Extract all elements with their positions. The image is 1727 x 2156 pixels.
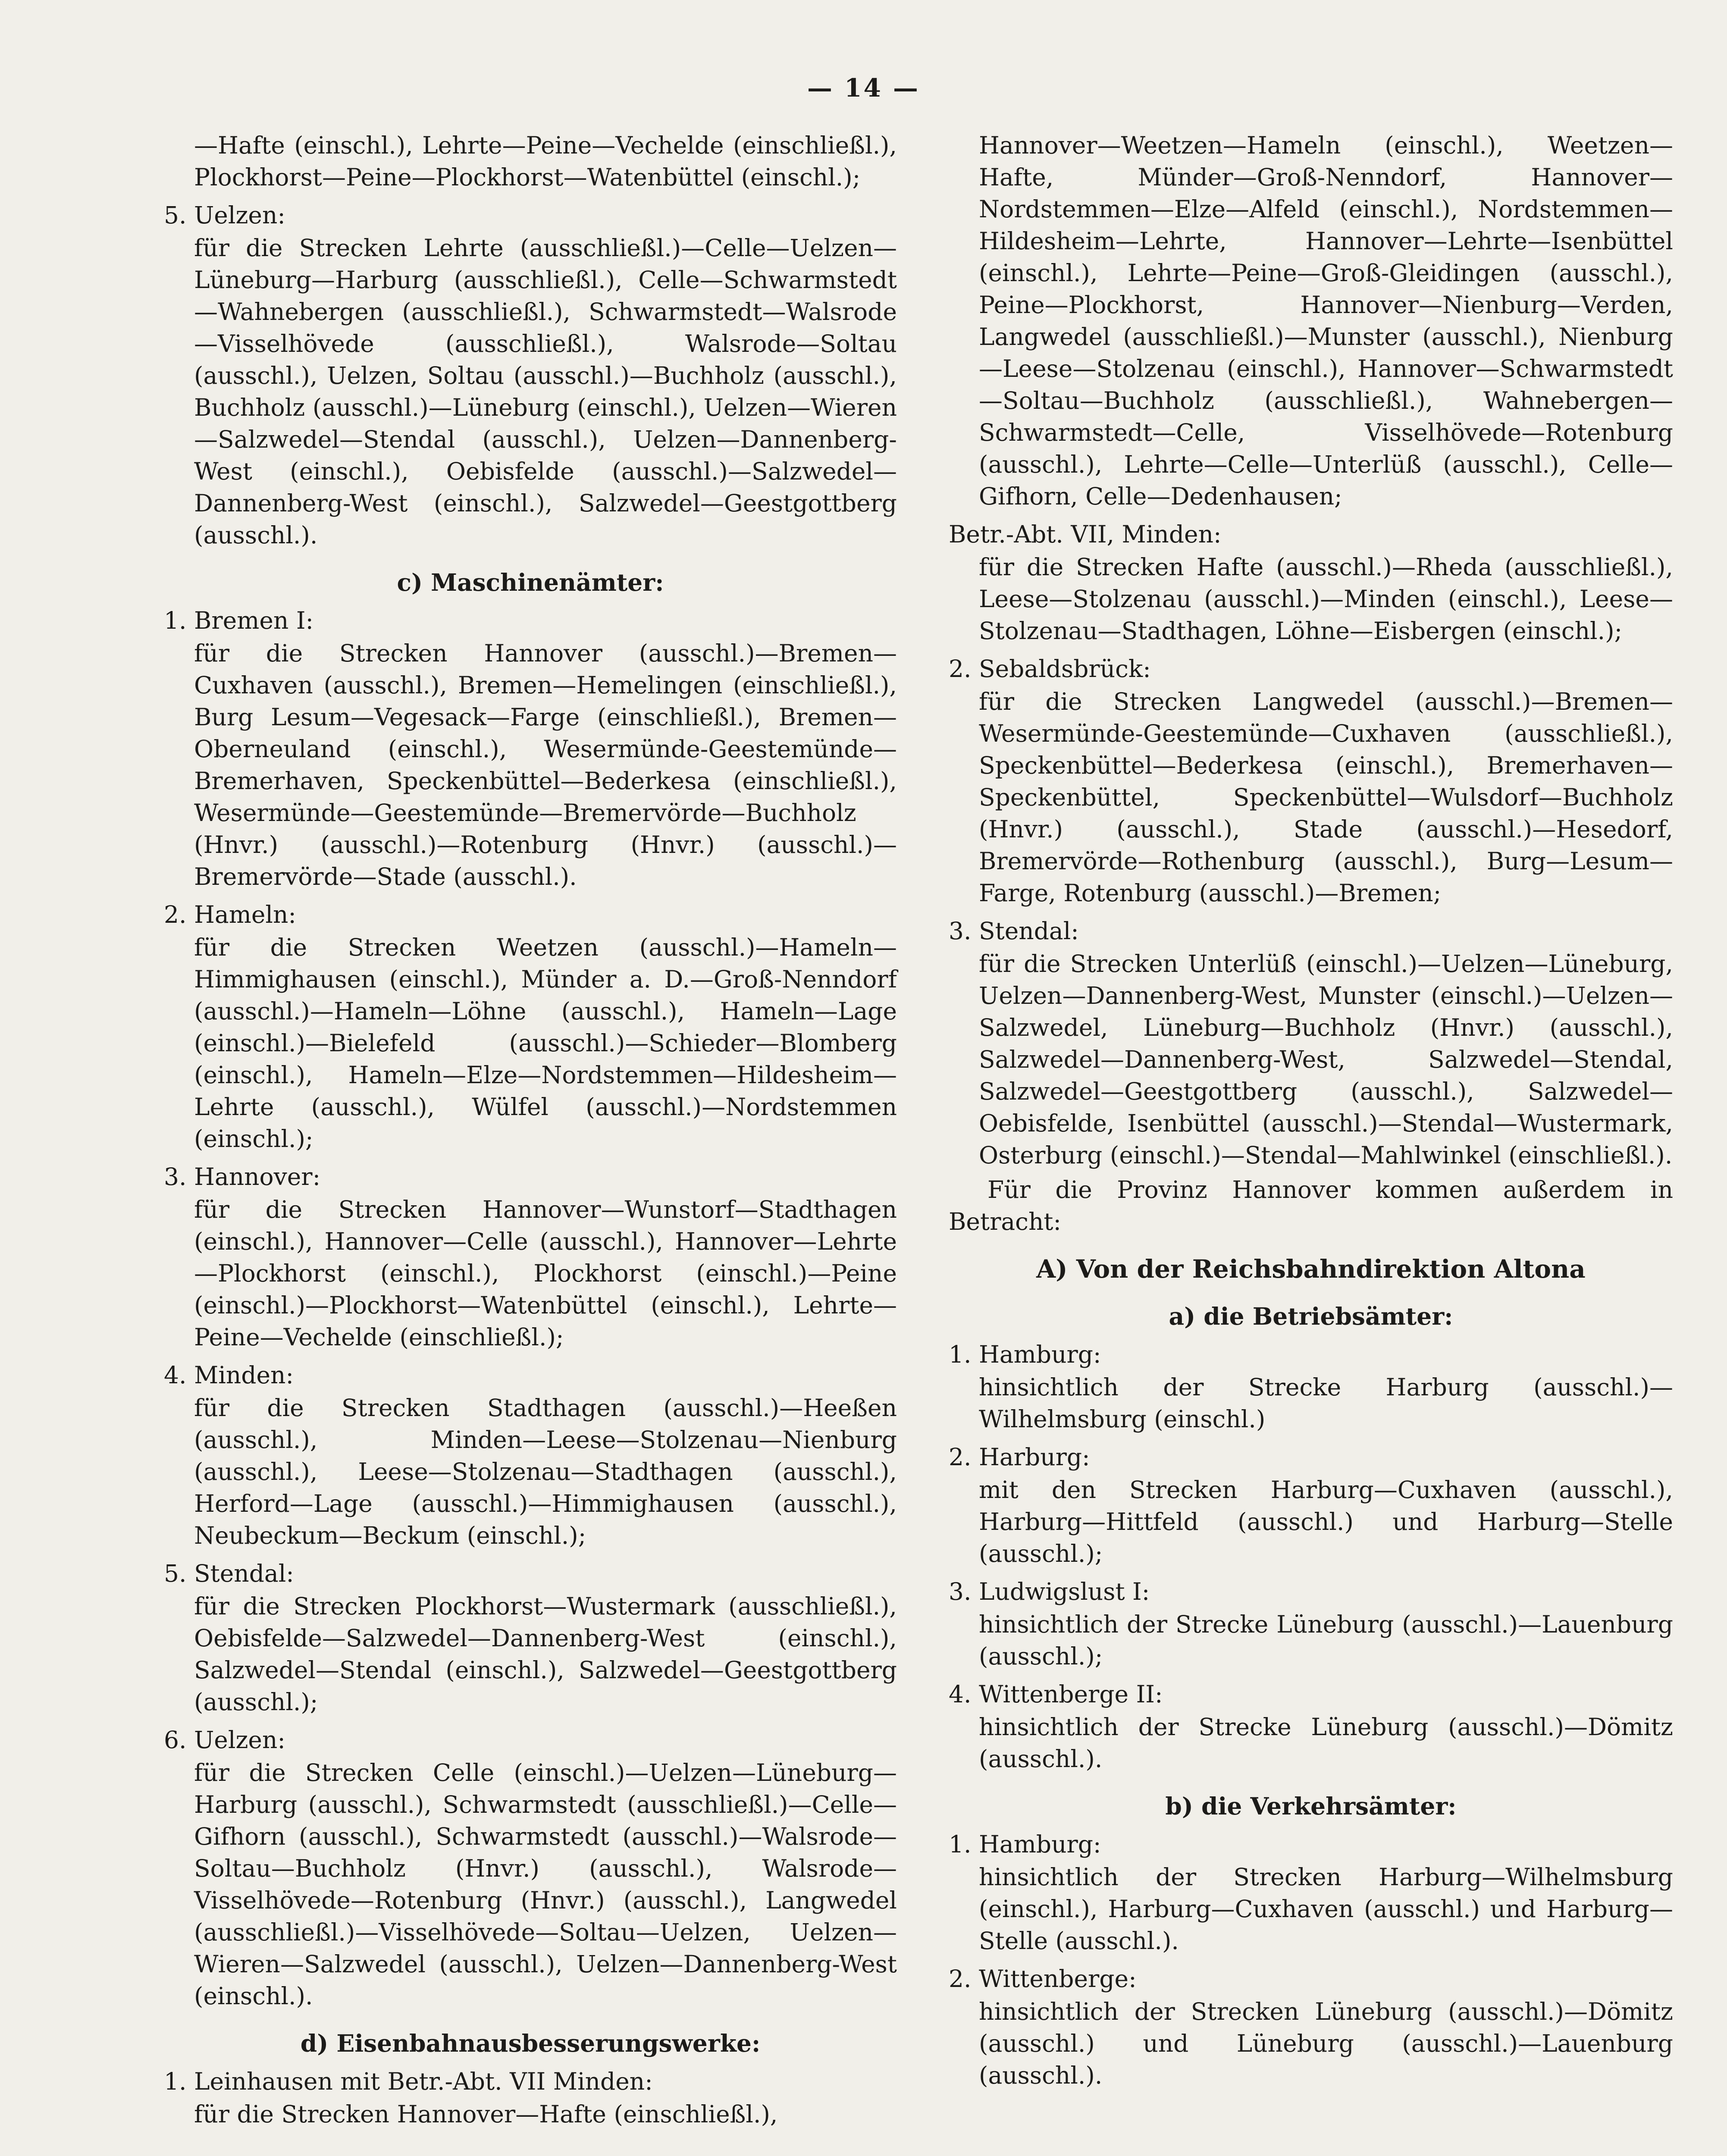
- list-item: [164, 1359, 897, 1551]
- item-text: für die Strecken Plockhorst—Wustermark (ausschließl.), Oebisfelde—Salzwedel—Dannenberg-West (einschl.), Salzwedel—Stendal (einschl.), Salzwedel—Geestgottberg (ausschl.);: [194, 1592, 897, 1716]
- intro-paragraph: —Hafte (einschl.), Lehrte—Peine—Vechelde (einschließl.), Plockhorst—Peine—Plockhorst—Watenbüttel (einschl.);: [194, 132, 897, 191]
- list-item: [164, 605, 897, 893]
- item-heading: 2. Hameln:: [164, 901, 296, 928]
- item-text: hinsichtlich der Strecke Harburg (ausschl.)—Wilhelmsburg (einschl.): [979, 1373, 1673, 1433]
- list-item: [949, 1828, 1673, 1957]
- list-item: [949, 1678, 1673, 1775]
- item-heading: 1. Leinhausen mit Betr.-Abt. VII Minden:: [164, 2068, 653, 2095]
- list-item: [949, 1963, 1673, 2091]
- item-heading: 4. Wittenberge II:: [949, 1680, 1163, 1708]
- item-text: für die Strecken Hannover (ausschl.)—Bremen—Cuxhaven (ausschl.), Bremen—Hemelingen (einschließl.), Burg Lesum—Vegesack—Farge (einschließl.), Bremen—Oberneuland (einschl.), Wesermünde-Geestemünde—Bremerhaven, Speckenbüttel—Bederkesa (einschließl.), Wesermünde—Geestemünde—Bremervörde—Buchholz (Hnvr.) (ausschl.)—Rotenburg (Hnvr.) (ausschl.)—Bremervörde—Stade (ausschl.).: [194, 639, 897, 890]
- item-heading: 2. Wittenberge:: [949, 1965, 1137, 1993]
- list-item: [164, 1724, 897, 2012]
- item-heading: 1. Bremen I:: [164, 607, 314, 634]
- item-text: für die Strecken Langwedel (ausschl.)—Bremen—Wesermünde-Geestemünde—Cuxhaven (ausschließl.), Speckenbüttel—Bederkesa (einschl.), Bremerhaven—Speckenbüttel, Speckenbüttel—Wulsdorf—Buchholz (Hnvr.) (ausschl.), Stade (ausschl.)—Hesedorf, Bremervörde—Rothenburg (ausschl.), Burg—Lesum—Farge, Rotenburg (ausschl.)—Bremen;: [979, 688, 1673, 907]
- item-heading: 6. Uelzen:: [164, 1726, 285, 1754]
- list-item: [164, 899, 897, 1155]
- item-heading: Betr.-Abt. VII, Minden:: [949, 520, 1222, 548]
- section-b-heading: b) die Verkehrsämter:: [1165, 1792, 1457, 1820]
- list-item: [949, 653, 1673, 909]
- uelzen-text: für die Strecken Lehrte (ausschließl.)—Celle—Uelzen—Lüneburg—Harburg (ausschließl.), Celle—Schwarmstedt—Wahnebergen (ausschließl.), Schwarmstedt—Walsrode—Visselhövede (ausschließl.), Walsrode—Soltau (ausschl.), Uelzen, Soltau (ausschl.)—Buchholz (ausschl.), Buchholz (ausschl.)—Lüneburg (einschl.), Uelzen—Wieren—Salzwedel—Stendal (ausschl.), Uelzen—Dannenberg-West (einschl.), Oebisfelde (ausschl.)—Salzwedel—Dannenberg-West (einschl.), Salzwedel—Geestgottberg (ausschl.).: [194, 234, 897, 549]
- item-text: für die Strecken Hannover—Hafte (einschließl.),: [194, 2100, 778, 2128]
- item-heading: 3. Ludwigslust I:: [949, 1578, 1150, 1605]
- item-text: hinsichtlich der Strecke Lüneburg (ausschl.)—Dömitz (ausschl.).: [979, 1713, 1673, 1773]
- item-text: für die Strecken Stadthagen (ausschl.)—Heeßen (ausschl.), Minden—Leese—Stolzenau—Nienburg (ausschl.), Leese—Stolzenau—Stadthagen (ausschl.), Herford—Lage (ausschl.)—Himmighausen (ausschl.), Neubeckum—Beckum (einschl.);: [194, 1394, 897, 1549]
- list-item: [949, 1441, 1673, 1570]
- list-item: [949, 1576, 1673, 1672]
- item-text: für die Strecken Weetzen (ausschl.)—Hameln—Himmighausen (einschl.), Münder a. D.—Groß-Nenndorf (ausschl.)—Hameln—Löhne (ausschl.), Hameln—Lage (einschl.)—Bielefeld (ausschl.)—Schieder—Blomberg (einschl.), Hameln—Elze—Nordstemmen—Hildesheim—Lehrte (ausschl.), Wülfel (ausschl.)—Nordstemmen (einschl.);: [194, 934, 897, 1153]
- item-text: für die Strecken Hannover—Wunstorf—Stadthagen (einschl.), Hannover—Celle (ausschl.), Hannover—Lehrte—Plockhorst (einschl.), Plockhorst (einschl.)—Peine (einschl.)—Plockhorst—Watenbüttel (einschl.), Lehrte—Peine—Vechelde (einschließl.);: [194, 1196, 897, 1351]
- left-column: [164, 129, 897, 2133]
- section-d-heading: d) Eisenbahnausbesserungswerke:: [300, 2029, 761, 2057]
- item-heading: 3. Stendal:: [949, 917, 1079, 945]
- item-text: für die Strecken Unterlüß (einschl.)—Uelzen—Lüneburg, Uelzen—Dannenberg-West, Munster (einschl.)—Uelzen—Salzwedel, Lüneburg—Buchholz (Hnvr.) (ausschl.), Salzwedel—Dannenberg-West, Salzwedel—Stendal, Salzwedel—Geestgottberg (ausschl.), Salzwedel—Oebisfelde, Isenbüttel (ausschl.)—Stendal—Wustermark, Osterburg (einschl.)—Stendal—Mahlwinkel (einschließl.).: [979, 950, 1673, 1169]
- list-item: [949, 915, 1673, 1171]
- item-heading: 3. Hannover:: [164, 1163, 321, 1191]
- item-heading: 4. Minden:: [164, 1361, 294, 1389]
- section-A-heading: A) Von der Reichsbahndirektion Altona: [1036, 1254, 1586, 1284]
- list-item: [164, 1557, 897, 1718]
- item-text: für die Strecken Celle (einschl.)—Uelzen—Lüneburg—Harburg (ausschl.), Schwarmstedt (ausschließl.)—Celle—Gifhorn (ausschl.), Schwarmstedt (ausschl.)—Walsrode—Soltau—Buchholz (Hnvr.) (ausschl.), Walsrode—Visselhövede—Rotenburg (Hnvr.) (ausschl.), Langwedel (ausschließl.)—Visselhövede—Soltau—Uelzen, Uelzen—Wieren—Salzwedel (ausschl.), Uelzen—Dannenberg-West (einschl.).: [194, 1759, 897, 2010]
- section-a-heading: a) die Betriebsämter:: [1169, 1302, 1453, 1330]
- item-text: hinsichtlich der Strecken Harburg—Wilhelmsburg (einschl.), Harburg—Cuxhaven (ausschl.) und Harburg—Stelle (ausschl.).: [979, 1863, 1673, 1955]
- right-column: [949, 129, 1673, 2094]
- list-item: [949, 1338, 1673, 1435]
- uelzen-heading: 5. Uelzen:: [164, 201, 285, 229]
- section-c-heading: c) Maschinenämter:: [397, 568, 664, 596]
- page-number: — 14 —: [807, 73, 920, 103]
- continuation-paragraph: Hannover—Weetzen—Hameln (einschl.), Weetzen—Hafte, Münder—Groß-Nenndorf, Hannover—Nordstemmen—Elze—Alfeld (einschl.), Nordstemmen—Hildesheim—Lehrte, Hannover—Lehrte—Isenbüttel (einschl.), Lehrte—Peine—Groß-Gleidingen (ausschl.), Peine—Plockhorst, Hannover—Nienburg—Verden, Langwedel (ausschließl.)—Munster (ausschl.), Nienburg—Leese—Stolzenau (einschl.), Hannover—Schwarmstedt—Soltau—Buchholz (ausschließl.), Wahnebergen—Schwarmstedt—Celle, Visselhövede—Rotenburg (ausschl.), Lehrte—Celle—Unterlüß (ausschl.), Celle—Gifhorn, Celle—Dedenhausen;: [979, 132, 1673, 510]
- item-text: hinsichtlich der Strecke Lüneburg (ausschl.)—Lauenburg (ausschl.);: [979, 1611, 1673, 1670]
- item-text: mit den Strecken Harburg—Cuxhaven (ausschl.), Harburg—Hittfeld (ausschl.) und Harburg—Stelle (ausschl.);: [979, 1476, 1673, 1567]
- item-heading: 1. Hamburg:: [949, 1830, 1101, 1858]
- item-heading: 2. Harburg:: [949, 1443, 1090, 1471]
- provinz-paragraph: Für die Provinz Hannover kommen außerdem in Betracht:: [949, 1176, 1673, 1235]
- item-text: hinsichtlich der Strecken Lüneburg (ausschl.)—Dömitz (ausschl.) und Lüneburg (ausschl.)—Lauenburg (ausschl.).: [979, 1998, 1673, 2089]
- item-heading: 2. Sebaldsbrück:: [949, 655, 1151, 683]
- item-heading: 5. Stendal:: [164, 1560, 294, 1587]
- item-heading: 1. Hamburg:: [949, 1341, 1101, 1368]
- item-text: für die Strecken Hafte (ausschl.)—Rheda (ausschließl.), Leese—Stolzenau (ausschl.)—Minden (einschl.), Leese—Stolzenau—Stadthagen, Löhne—Eisbergen (einschl.);: [979, 553, 1673, 645]
- list-item: [164, 1161, 897, 1353]
